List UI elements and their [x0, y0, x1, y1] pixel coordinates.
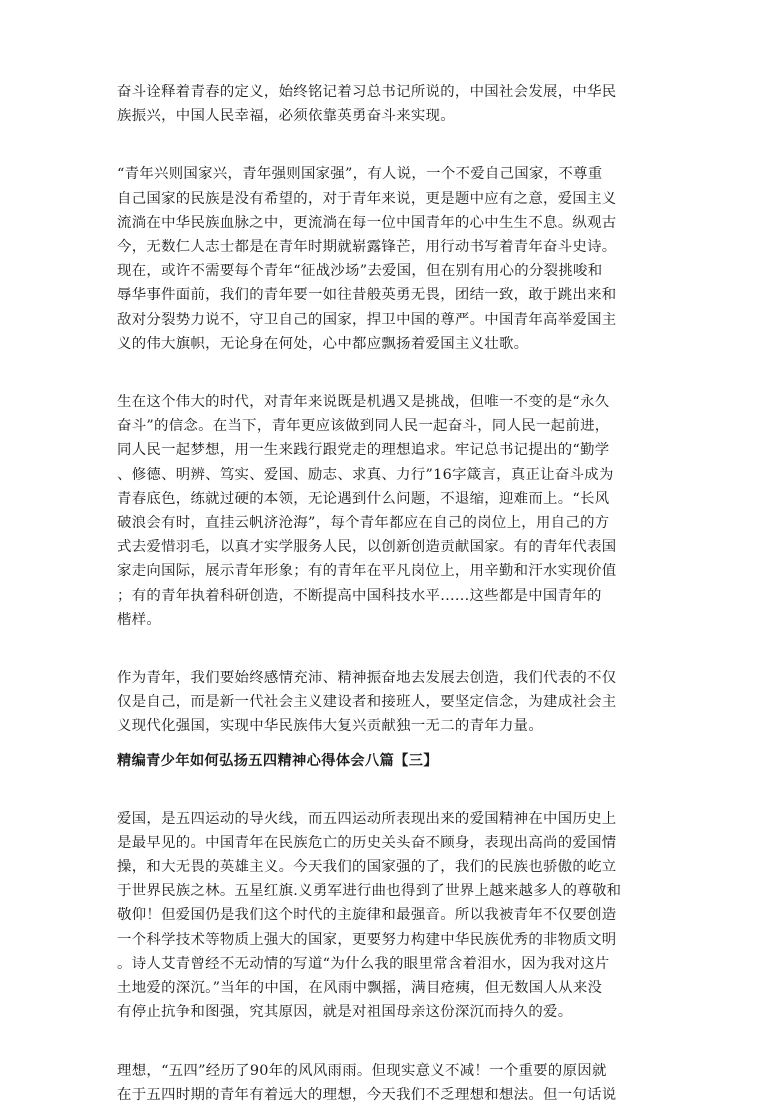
paragraph-4: 作为青年，我们要始终感情充沛、精神振奋地去发展去创造，我们代表的不仅 仅是自己，而是新一代社会主义建设者和接班人，要坚定信念，为建成社会主 义现代化强国，实现中华民族伟大复兴贡献独一无二的青年力量。 [117, 670, 617, 735]
paragraph-spacer [117, 1049, 653, 1059]
paragraph-spacer [117, 773, 653, 797]
paragraph-spacer [117, 632, 653, 656]
paragraph-6: 理想，“五四”经历了90年的风风雨雨。但现实意义不减！一个重要的原因就 在于五四时期的青年有着远大的理想，今天我们不乏理想和想法。但一句话说 [117, 1062, 617, 1103]
paragraph-spacer [117, 152, 653, 162]
paragraph-spacer [117, 128, 653, 152]
paragraph-2: “青年兴则国家兴，青年强则国家强”，有人说，一个不爱自己国家，不尊重 自己国家的民族是没有希望的，对于青年来说，更是题中应有之意，爱国主义 流淌在中华民族血脉之中，更流淌在每一位中国青年的心中生生不息。纵观古 今，无数仁人志士都是在青年时期就崭露锋芒，用行动书写着青年奋斗史诗。 现在，或许不需要每个青年“征战沙场”去爱国，但在别有用心的分裂挑唆和 辱华事件面前，我们的青年要一如往昔般英勇无畏，团结一致，敢于跳出来和 敌对分裂势力说不，守卫自己的国家，捍卫中国的尊严。中国青年高举爱国主 义的伟大旗帜，无论身在何处，心中都应飘扬着爱国主义壮歌。 [117, 166, 617, 352]
paragraph-spacer [117, 1025, 653, 1049]
paragraph-spacer [117, 380, 653, 390]
paragraph-spacer [117, 797, 653, 807]
paragraph-1: 奋斗诠释着青春的定义，始终铭记着习总书记所说的，中国社会发展，中华民 族振兴，中国人民幸福，必须依靠英勇奋斗来实现。 [117, 84, 617, 125]
document-body [117, 80, 653, 1107]
paragraph-3: 生在这个伟大的时代，对青年来说既是机遇又是挑战，但唯一不变的是“永久 奋斗”的信念。在当下，青年更应该做到同人民一起奋斗，同人民一起前进， 同人民一起梦想，用一生来践行跟党走的理想追求。牢记总书记提出的“勤学 、修德、明辨、笃实、爱国、励志、求真、力行”16字箴言，真正让奋斗成为 青春底色，练就过硬的本领，无论遇到什么问题，不退缩，迎难而上。“长风 破浪会有时，直挂云帆济沧海”，每个青年都应在自己的岗位上，用自己的方 式去爱惜羽毛，以真才实学服务人民，以创新创造贡献国家。有的青年代表国 家走向国际，展示青年形象；有的青年在平凡岗位上，用辛勤和汗水实现价值 ；有的青年执着科研创造，不断提高中国科技水平......这些都是中国青年的 楷样。 [117, 394, 617, 628]
paragraph-spacer [117, 739, 653, 749]
paragraph-5: 爱国，是五四运动的导火线，而五四运动所表现出来的爱国精神在中国历史上 是最早见的。中国青年在民族危亡的历史关头奋不顾身，表现出高尚的爱国情 操，和大无畏的英雄主义。今天我们的国家强的了，我们的民族也骄傲的屹立 于世界民族之林。五星红旗.义勇军进行曲也得到了世界上越来越多人的尊敬和 敬仰！但爱国仍是我们这个时代的主旋律和最强音。所以我被青年不仅要创造 一个科学技术等物质上强大的国家，更要努力构建中华民族优秀的非物质文明 。诗人艾青曾经不无动情的写道“为什么我的眼里常含着泪水，因为我对这片 土地爱的深沉。”当年的中国，在风雨中飘摇，满目疮痍，但无数国人从来没 有停止抗争和图强，究其原因，就是对祖国母亲这份深沉而持久的爱。 [117, 810, 622, 1021]
paragraph-spacer [117, 356, 653, 380]
section-heading: 精编青少年如何弘扬五四精神心得体会八篇【三】 [117, 752, 438, 769]
paragraph-spacer [117, 656, 653, 666]
